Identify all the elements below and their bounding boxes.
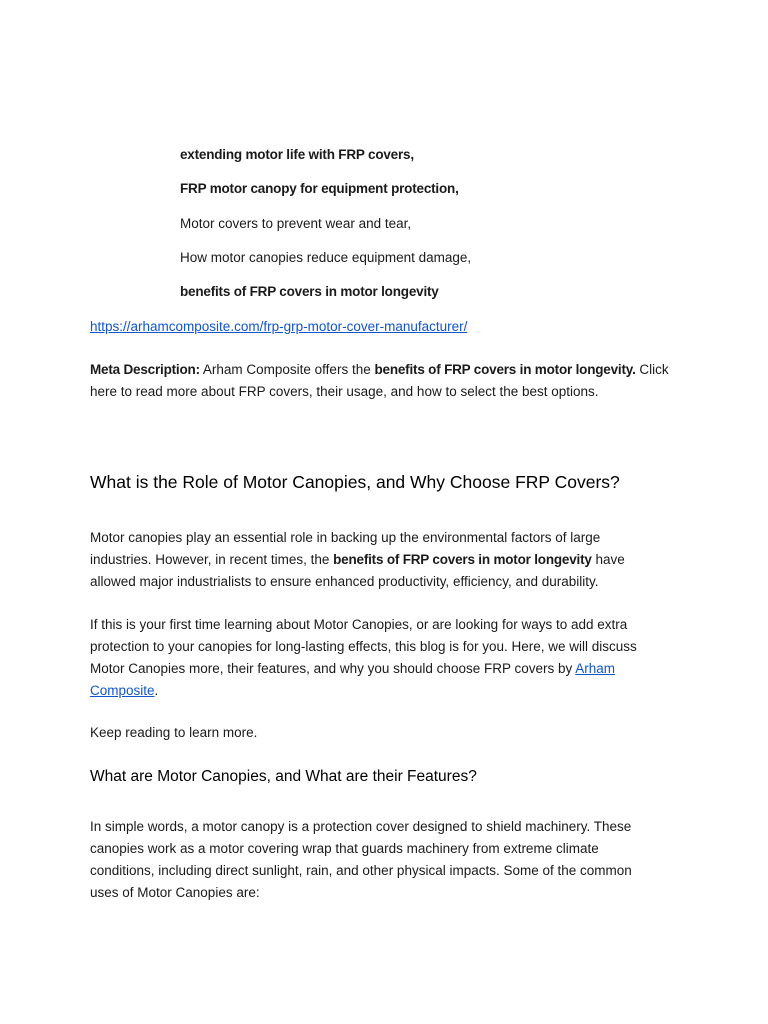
meta-description	[90, 359, 686, 403]
heading-role-of-motor-canopies: What is the Role of Motor Canopies, and Why Choose FRP Covers?	[90, 472, 620, 492]
paragraph-keep-reading: Keep reading to learn more.	[90, 725, 258, 740]
para1-bold: benefits of FRP covers in motor longevity	[333, 552, 592, 567]
meta-label: Meta Description:	[90, 362, 200, 377]
keyword-1: extending motor life with FRP covers,	[180, 147, 414, 162]
arham-composite-link[interactable]: Arham Composite	[90, 661, 616, 698]
keyword-3: Motor covers to prevent wear and tear,	[180, 216, 412, 231]
heading-what-are-motor-canopies: What are Motor Canopies, and What are their Features?	[90, 768, 477, 785]
paragraph-first-time	[90, 614, 660, 702]
url-link[interactable]: https://arhamcomposite.com/frp-grp-motor-cover-manufacturer/	[90, 319, 468, 334]
para1-text-2: have allowed major industrialists to ensure enhanced productivity, efficiency, and durability.	[90, 552, 625, 589]
keyword-4: How motor canopies reduce equipment damage,	[180, 250, 472, 265]
para1-text-1: Motor canopies play an essential role in backing up the environmental factors of large industries. However, in recent times, the	[90, 530, 601, 567]
url-line	[90, 316, 690, 338]
meta-text-1: Arham Composite offers the	[199, 362, 375, 377]
paragraph-intro	[90, 527, 650, 593]
para2-text-2: .	[154, 683, 159, 698]
meta-text-2: Click here to read more about FRP covers, their usage, and how to select the best options.	[90, 362, 669, 399]
paragraph-simple-words: In simple words, a motor canopy is a protection cover designed to shield machinery. These canopies work as a motor covering wrap that guards machinery from extreme climate conditions, including direct sunlight, rain, and other physical impacts. Some of the common uses of Motor Canopies are:	[90, 819, 632, 900]
para2-text-1: If this is your first time learning about Motor Canopies, or are looking for ways to add extra protection to your canopies for long-lasting effects, this blog is for you. Here, we will discuss Motor Canopies more, their features, and why you should choose FRP covers by	[90, 617, 637, 676]
keyword-2: FRP motor canopy for equipment protection,	[180, 181, 459, 196]
meta-bold: benefits of FRP covers in motor longevity.	[374, 362, 636, 377]
keyword-5: benefits of FRP covers in motor longevity	[180, 284, 439, 299]
